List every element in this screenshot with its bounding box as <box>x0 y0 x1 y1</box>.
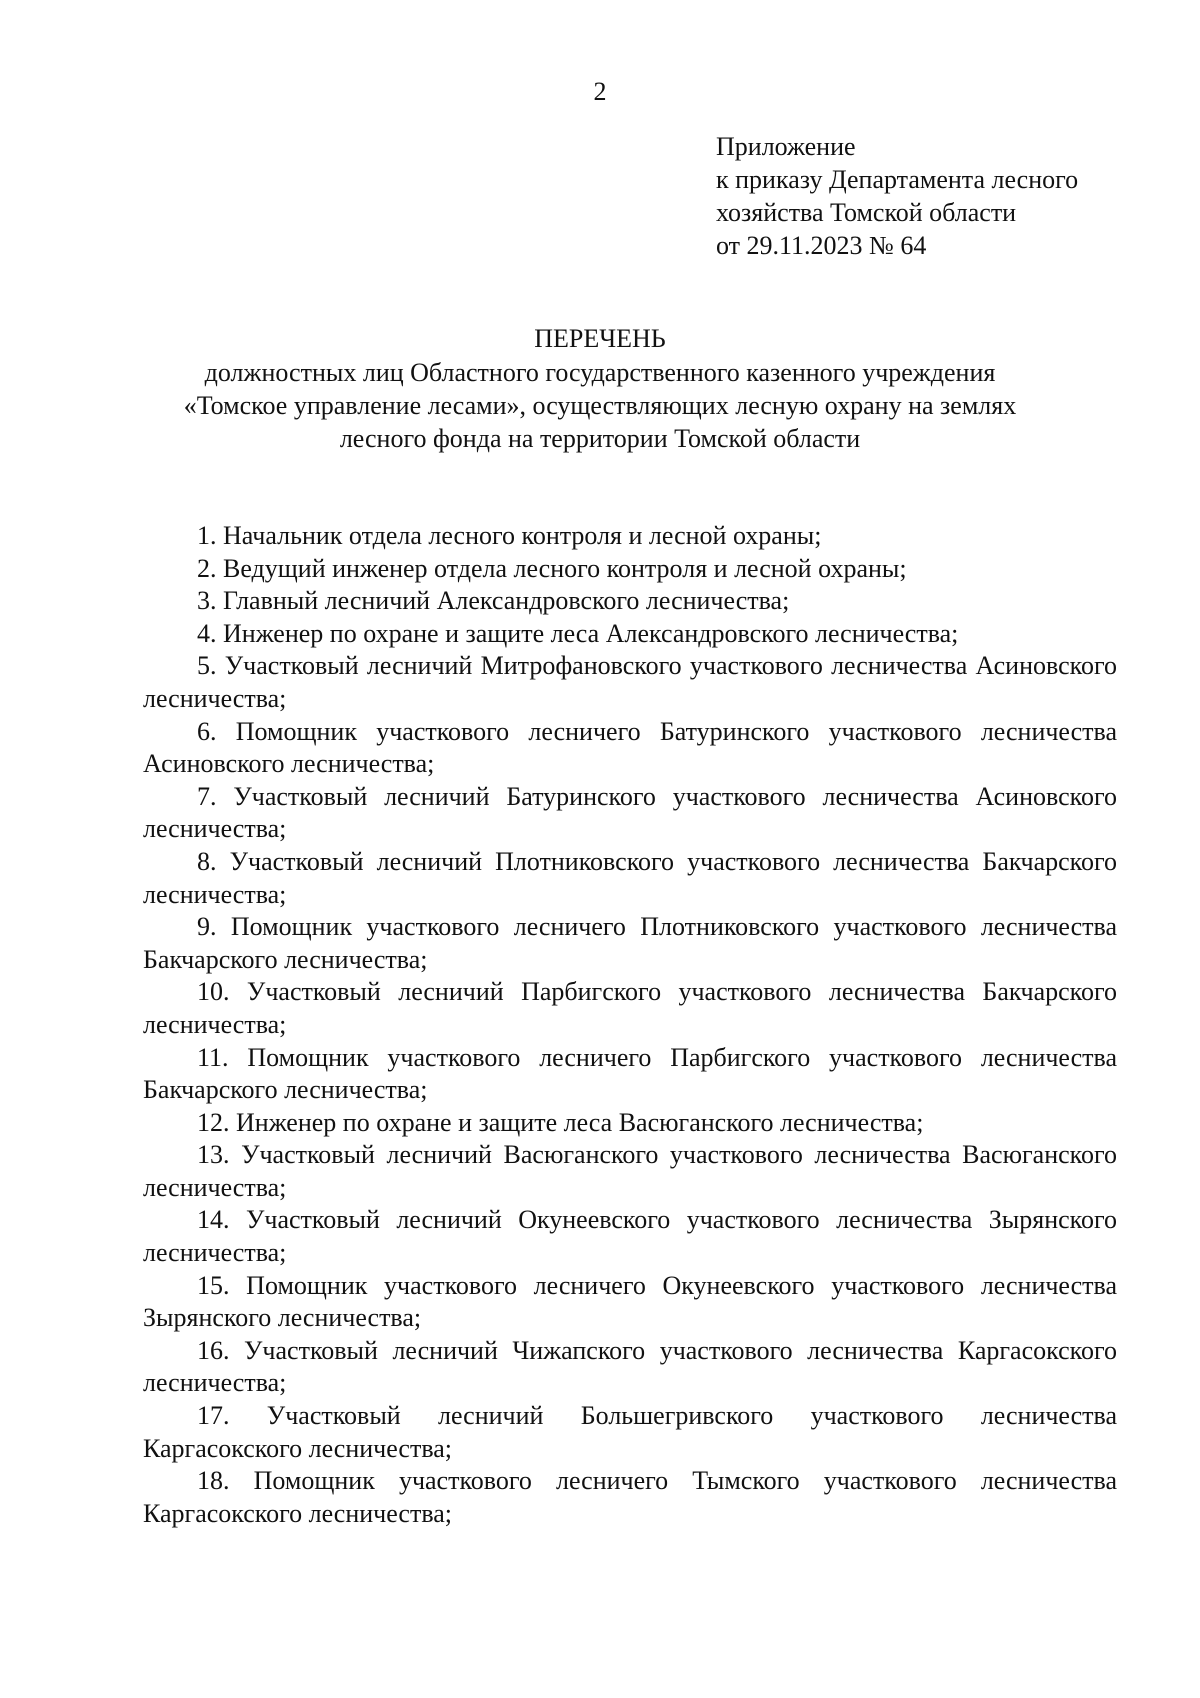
appendix-line: хозяйства Томской области <box>716 198 1017 227</box>
subtitle-line: лесного фонда на территории Томской области <box>339 424 861 453</box>
list-item: 3. Главный лесничий Александровского лесничества; <box>197 586 790 616</box>
list-item: 2. Ведущий инженер отдела лесного контроля и лесной охраны; <box>197 553 907 583</box>
list-item: 5. Участковый лесничий Митрофановского участкового лесничества Асиновского лесничества; <box>143 651 1117 713</box>
subtitle-line: «Томское управление лесами», осуществляющих лесную охрану на землях <box>183 391 1017 420</box>
list-item: 9. Помощник участкового лесничего Плотниковского участкового лесничества Бакчарского лесничества; <box>143 912 1117 974</box>
list-item: 7. Участковый лесничий Батуринского участкового лесничества Асиновского лесничества; <box>143 781 1117 844</box>
list-item: 16. Участковый лесничий Чижапского участкового лесничества Каргасокского лесничества; <box>143 1335 1117 1398</box>
list-item: 18. Помощник участкового лесничего Тымского участкового лесничества Каргасокского лесничества; <box>143 1466 1117 1528</box>
list-item: 15. Помощник участкового лесничего Окунеевского участкового лесничества Зырянского лесничества; <box>143 1270 1117 1333</box>
list-item: 10. Участковый лесничий Парбигского участкового лесничества Бакчарского лесничества; <box>143 977 1117 1039</box>
positions-list <box>143 520 1117 1530</box>
subtitle-line: должностных лиц Областного государственного казенного учреждения <box>204 358 996 387</box>
list-item: 1. Начальник отдела лесного контроля и лесной охраны; <box>197 521 822 550</box>
list-item: 8. Участковый лесничий Плотниковского участкового лесничества Бакчарского лесничества; <box>143 846 1117 909</box>
page-number: 2 <box>593 77 607 106</box>
list-item: 6. Помощник участкового лесничего Батуринского участкового лесничества Асиновского лесничества; <box>143 716 1117 779</box>
document-title: ПЕРЕЧЕНЬ <box>534 324 666 353</box>
list-item: 14. Участковый лесничий Окунеевского участкового лесничества Зырянского лесничества; <box>143 1205 1117 1268</box>
list-item: 11. Помощник участкового лесничего Парбигского участкового лесничества Бакчарского лесничества; <box>143 1042 1117 1105</box>
document-subtitle <box>150 356 1050 455</box>
list-item: 13. Участковый лесничий Васюганского участкового лесничества Васюганского лесничества; <box>143 1140 1117 1202</box>
appendix-line: от 29.11.2023 № 64 <box>716 231 927 260</box>
list-item: 17. Участковый лесничий Большегривского участкового лесничества Каргасокского лесничества; <box>143 1401 1117 1463</box>
appendix-line: к приказу Департамента лесного <box>716 165 1079 194</box>
appendix-block <box>716 130 1186 262</box>
appendix-line: Приложение <box>716 132 856 161</box>
list-item: 4. Инженер по охране и защите леса Александровского лесничества; <box>197 618 959 648</box>
list-item: 12. Инженер по охране и защите леса Васюганского лесничества; <box>197 1107 924 1137</box>
